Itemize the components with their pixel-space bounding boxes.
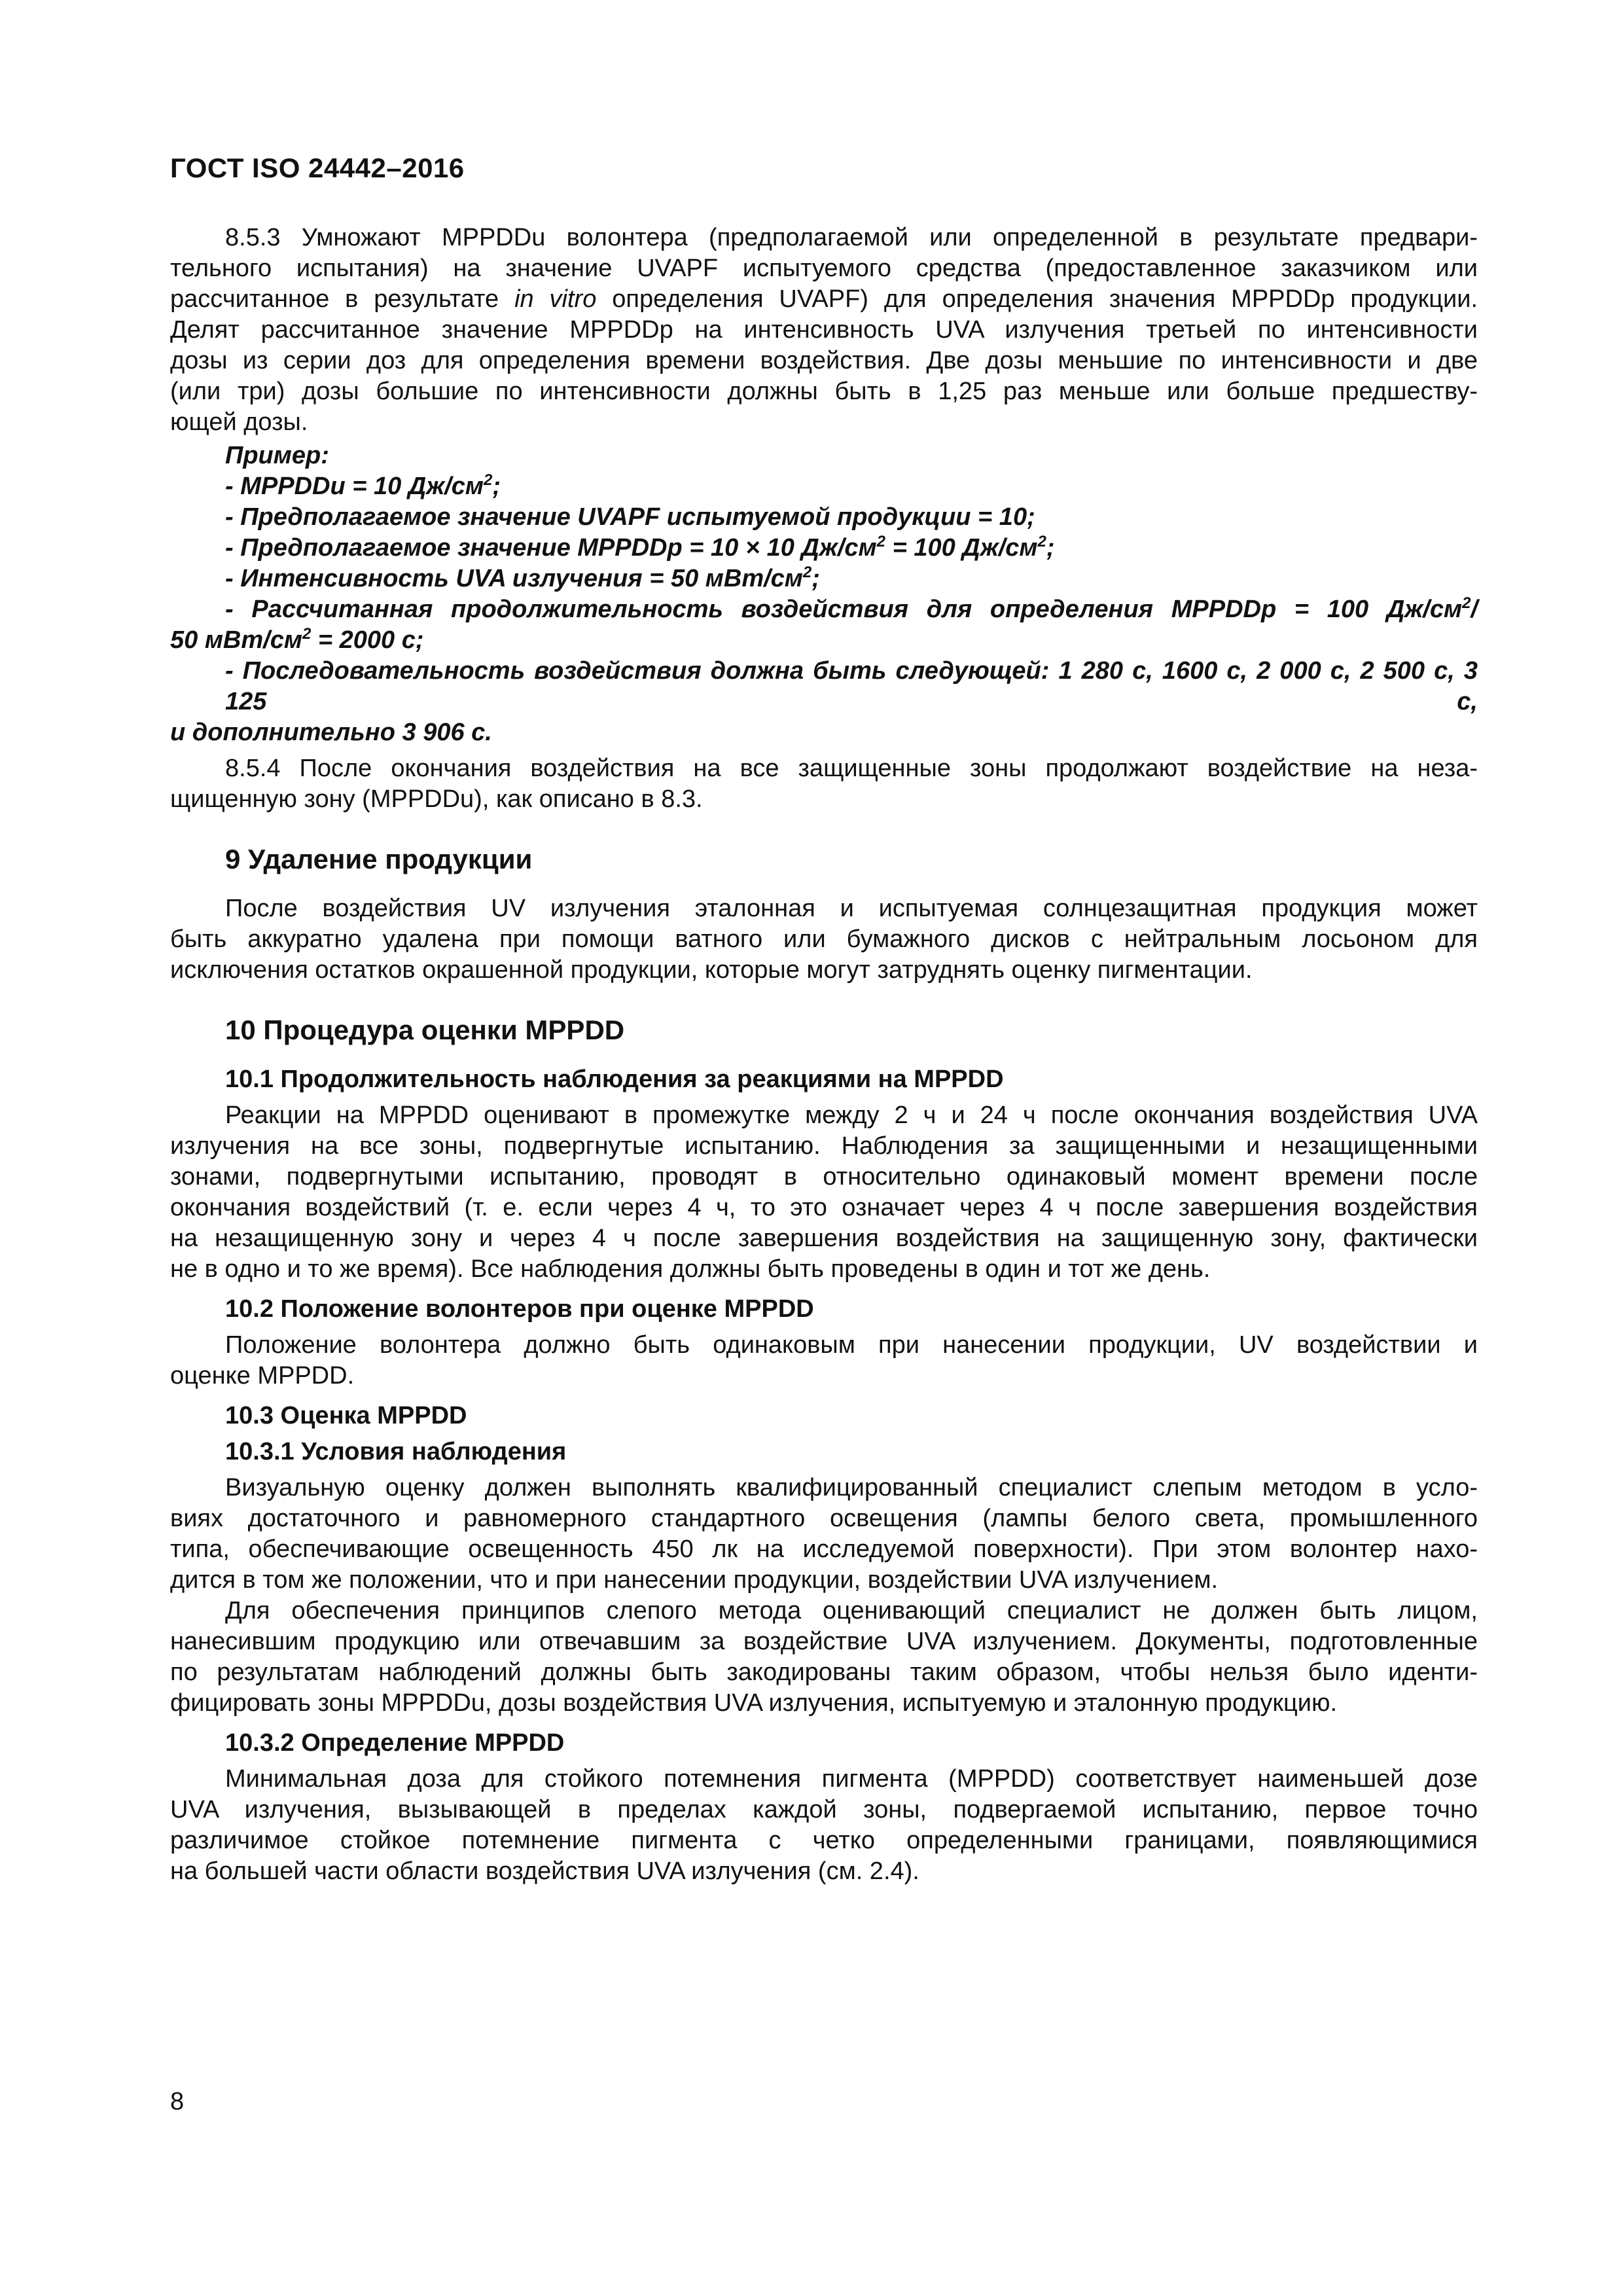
text-line: ющей дозы. bbox=[170, 408, 308, 436]
text-line: не в одно и то же время). Все наблюдения должны быть проведены в один и тот же день. bbox=[170, 1255, 1211, 1283]
superscript: 2 bbox=[1462, 594, 1471, 612]
example-line: и дополнительно 3 906 с. bbox=[170, 719, 492, 746]
text-line: Делят рассчитанное значение MPPDDp на интенсивность UVA излучения третьей по интенсивности bbox=[170, 316, 1478, 344]
text-line: быть аккуратно удалена при помощи ватного или бумажного дисков с нейтральным лосьоном для bbox=[170, 925, 1478, 953]
text-line: на большей части области воздействия UVA излучения (см. 2.4). bbox=[170, 1857, 919, 1885]
text-line: Для обеспечения принципов слепого метода оценивающий специалист не должен быть лицом, bbox=[225, 1597, 1478, 1624]
paragraph-8-5-3 bbox=[170, 223, 1478, 438]
text-line: щищенную зону (MPPDDu), как описано в 8.3. bbox=[170, 785, 703, 813]
superscript: 2 bbox=[1037, 533, 1046, 550]
text-span: = 2000 с; bbox=[311, 626, 424, 654]
paragraph-9 bbox=[170, 893, 1478, 986]
superscript: 2 bbox=[876, 533, 886, 550]
text-line: излучения на все зоны, подвергнутые испытанию. Наблюдения за защищенными и незащищенными bbox=[170, 1132, 1478, 1160]
text-span: - MPPDDu = 10 Дж/см bbox=[225, 473, 484, 500]
section-heading-10: 10 Процедура оценки MPPDD bbox=[225, 1014, 625, 1045]
subsection-heading-10-3-2: 10.3.2 Определение MPPDD bbox=[225, 1729, 565, 1757]
text-line: по результатам наблюдений должны быть закодированы таким образом, чтобы нельзя было иденти- bbox=[170, 1659, 1478, 1686]
text-line: дится в том же положении, что и при нанесении продукции, воздействии UVA излучением. bbox=[170, 1566, 1219, 1594]
superscript: 2 bbox=[302, 625, 312, 643]
text-span: - Рассчитанная продолжительность воздействия для определения MPPDDp = 100 Дж/см bbox=[225, 596, 1463, 623]
example-line: - Предполагаемое значение UVAPF испытуемой продукции = 10; bbox=[225, 503, 1035, 531]
text-span: - Предполагаемое значение MPPDDp = 10 × 10 Дж/см bbox=[225, 534, 877, 562]
subsection-heading-10-3: 10.3 Оценка MPPDD bbox=[225, 1402, 467, 1429]
text-span: = 100 Дж/см bbox=[885, 534, 1038, 562]
subsection-heading-10-2: 10.2 Положение волонтеров при оценке MPPDD bbox=[225, 1295, 814, 1323]
text-line: окончания воздействий (т. е. если через 4 ч, то это означает через 4 ч после завершения воздействия bbox=[170, 1194, 1478, 1221]
text-line: тельного испытания) на значение UVAPF испытуемого средства (предоставленное заказчиком или bbox=[170, 255, 1478, 282]
text-line: UVA излучения, вызывающей в пределах каждой зоны, подвергаемой испытанию, первое точно bbox=[170, 1796, 1478, 1823]
text-span: ; bbox=[812, 565, 820, 592]
text-line: типа, обеспечивающие освещенность 450 лк на исследуемой поверхности). При этом волонтер нахо- bbox=[170, 1535, 1478, 1563]
text-line: 8.5.3 Умножают MPPDDu волонтера (предполагаемой или определенной в результате предвари- bbox=[225, 224, 1478, 251]
text-span: определения UVAPF) для определения значения MPPDDp продукции. bbox=[596, 285, 1478, 313]
text-line: После воздействия UV излучения эталонная и испытуемая солнцезащитная продукция может bbox=[225, 895, 1478, 922]
example-line bbox=[170, 471, 1478, 502]
document-header: ГОСТ ISO 24442–2016 bbox=[170, 152, 465, 183]
text-span: 50 мВт/см bbox=[170, 626, 302, 654]
text-line: 8.5.4 После окончания воздействия на все защищенные зоны продолжают воздействие на неза- bbox=[225, 755, 1478, 782]
text-line: Реакции на MPPDD оценивают в промежутке между 2 ч и 24 ч после окончания воздействия UVA bbox=[225, 1102, 1478, 1129]
paragraph-10-2 bbox=[170, 1330, 1478, 1391]
document-body bbox=[170, 223, 1478, 1887]
example-line bbox=[170, 533, 1478, 564]
text-span: ; bbox=[1046, 534, 1055, 562]
text-line: зонами, подвергнутыми испытанию, проводят в относительно одинаковый момент времени после bbox=[170, 1163, 1478, 1191]
superscript: 2 bbox=[484, 471, 493, 489]
paragraph-10-3-1-a bbox=[170, 1473, 1478, 1596]
text-line: фицировать зоны MPPDDu, дозы воздействия UVA излучения, испытуемую и эталонную продукцию. bbox=[170, 1689, 1338, 1717]
paragraph-10-3-1-b bbox=[170, 1596, 1478, 1719]
paragraph-10-1 bbox=[170, 1100, 1478, 1285]
subsection-heading-10-1: 10.1 Продолжительность наблюдения за реакциями на MPPDD bbox=[225, 1066, 1004, 1093]
text-span: рассчитанное в результате bbox=[170, 285, 515, 313]
example-block bbox=[170, 440, 1478, 748]
text-line: оценке MPPDD. bbox=[170, 1362, 355, 1390]
text-span: ; bbox=[492, 473, 501, 500]
text-span: - Интенсивность UVA излучения = 50 мВт/см bbox=[225, 565, 803, 592]
page-number: 8 bbox=[170, 2088, 185, 2115]
italic-term: in vitro bbox=[514, 285, 597, 313]
text-line: нанесившим продукцию или отвечавшим за воздействие UVA излучением. Документы, подготовленные bbox=[170, 1628, 1478, 1655]
text-line: (или три) дозы большие по интенсивности должны быть в 1,25 раз меньше или больше предшеству- bbox=[170, 378, 1478, 405]
example-line bbox=[170, 594, 1478, 625]
text-line: Положение волонтера должно быть одинаковым при нанесении продукции, UV воздействии и bbox=[225, 1331, 1478, 1359]
subsection-heading-10-3-1: 10.3.1 Условия наблюдения bbox=[225, 1438, 567, 1465]
example-line bbox=[170, 625, 1478, 656]
text-line: на незащищенную зону и через 4 ч после завершения воздействия на защищенную зону, фактически bbox=[170, 1225, 1478, 1252]
superscript: 2 bbox=[802, 564, 812, 581]
section-heading-9: 9 Удаление продукции bbox=[225, 844, 533, 874]
text-line: различимое стойкое потемнение пигмента с четко определенными границами, появляющимися bbox=[170, 1827, 1478, 1854]
text-span: / bbox=[1471, 596, 1478, 623]
paragraph-8-5-4 bbox=[170, 753, 1478, 815]
text-line: дозы из серии доз для определения времени воздействия. Две дозы меньшие по интенсивности и две bbox=[170, 347, 1478, 374]
example-line: - Последовательность воздействия должна быть следующей: 1 280 с, 1600 с, 2 000 с, 2 500 с, 3 125 с, bbox=[225, 657, 1478, 715]
text-line: виях достаточного и равномерного стандартного освещения (лампы белого света, промышленного bbox=[170, 1505, 1478, 1532]
text-line: Визуальную оценку должен выполнять квалифицированный специалист слепым методом в усло- bbox=[225, 1474, 1478, 1501]
text-line: Минимальная доза для стойкого потемнения пигмента (MPPDD) соответствует наименьшей дозе bbox=[225, 1765, 1478, 1793]
example-label: Пример: bbox=[225, 442, 329, 469]
example-line bbox=[170, 564, 1478, 594]
text-line: исключения остатков окрашенной продукции, которые могут затруднять оценку пигментации. bbox=[170, 956, 1253, 984]
document-page bbox=[170, 0, 1478, 2296]
text-line bbox=[170, 284, 1478, 315]
paragraph-10-3-2 bbox=[170, 1764, 1478, 1887]
